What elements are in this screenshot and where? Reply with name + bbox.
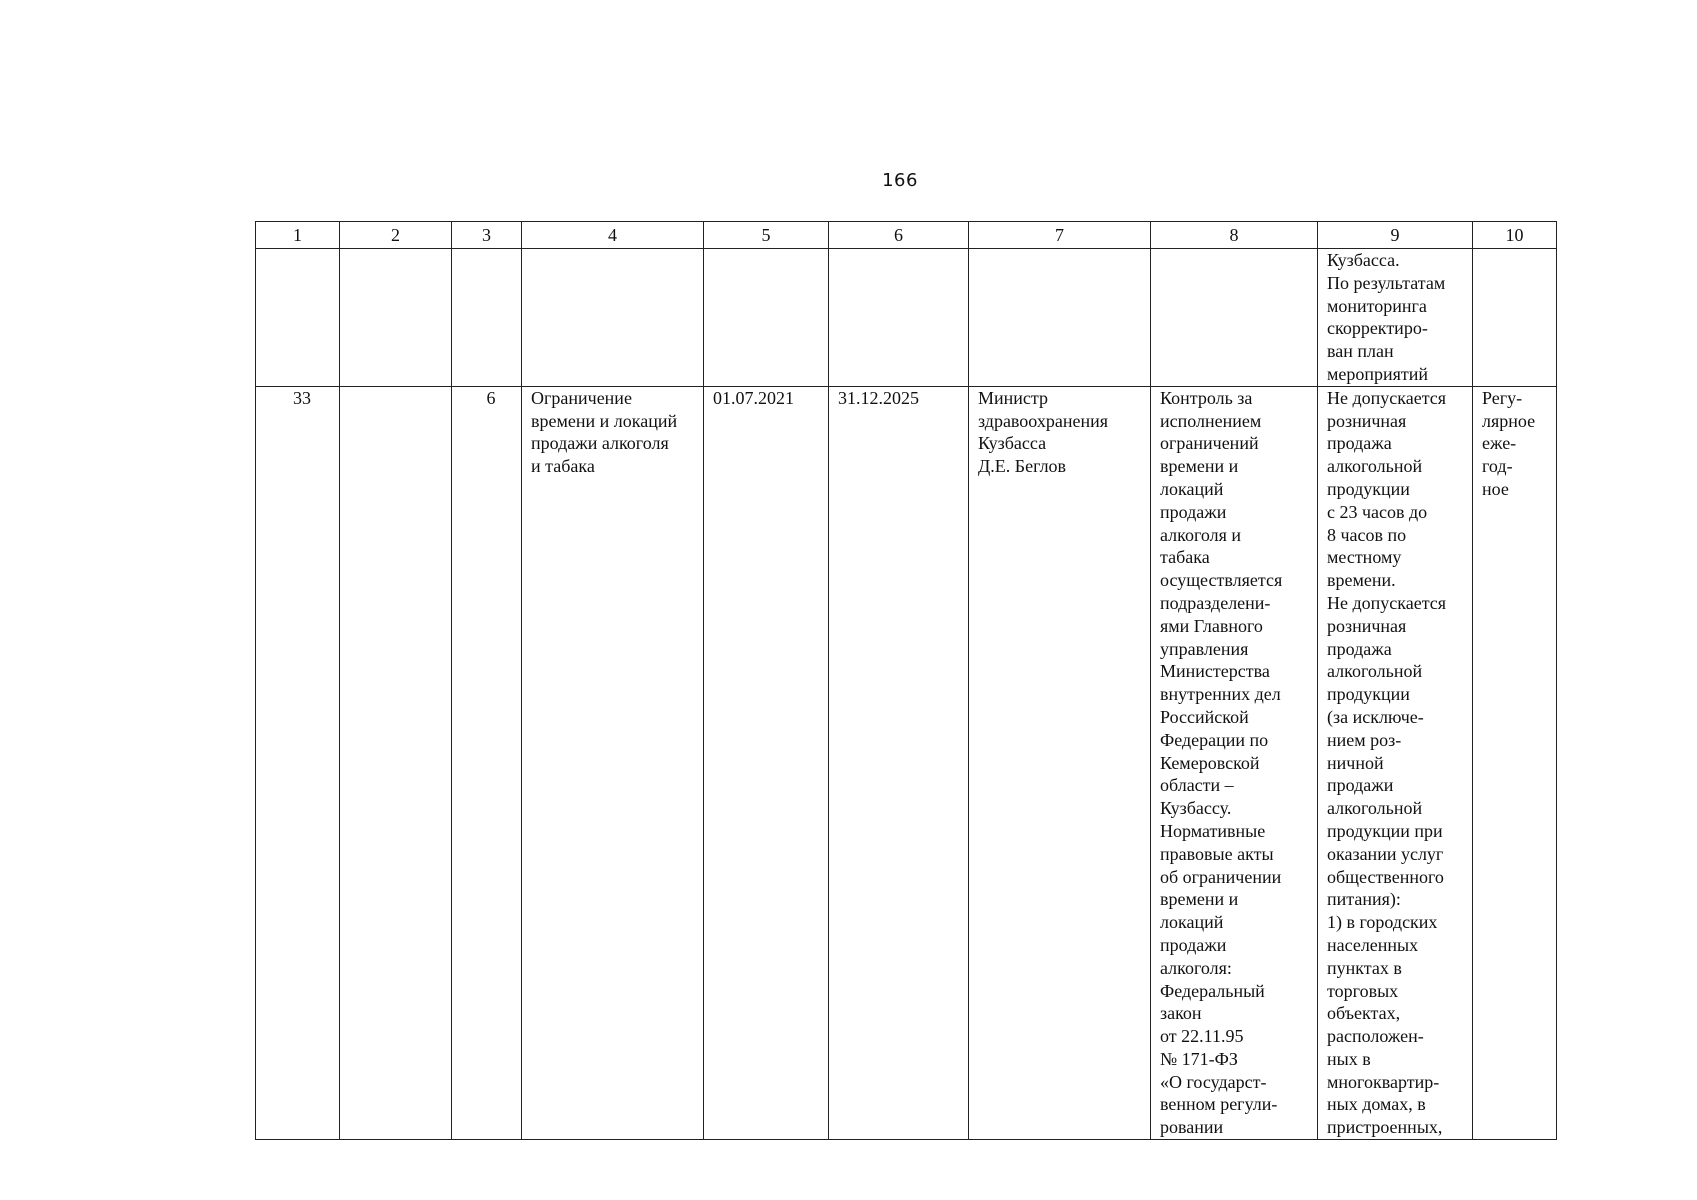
measures-table [255,221,1557,1140]
cell-frequency: Регу- лярное еже- год- ное [1473,386,1557,1139]
cell-end-date: 31.12.2025 [829,386,969,1139]
cell-measure: Ограничение времени и локаций продажи алкоголя и табака [522,386,704,1139]
column-header-8: 8 [1151,222,1318,249]
cell-start-date [704,249,829,387]
cell-description: Контроль за исполнением ограничений времени и локаций продажи алкоголя и табака осуществляется подразделени- ями Главного управления Министерства внутренних дел Российской Федерации по Кемеровской области – Кузбассу. Нормативные правовые акты об ограничении времени и локаций продажи алкоголя: Федеральный закон от 22.11.95 № 171-ФЗ «О государст- венном регули- ровании [1151,386,1318,1139]
column-header-3: 3 [452,222,522,249]
cell-responsible: Министр здравоохранения Кузбасса Д.Е. Беглов [969,386,1151,1139]
cell-col3 [452,249,522,387]
cell-number: 33 [256,386,340,1139]
cell-responsible [969,249,1151,387]
cell-col3: 6 [452,386,522,1139]
cell-description [1151,249,1318,387]
cell-end-date [829,249,969,387]
cell-measure [522,249,704,387]
cell-frequency [1473,249,1557,387]
column-header-1: 1 [256,222,340,249]
cell-start-date: 01.07.2021 [704,386,829,1139]
column-header-4: 4 [522,222,704,249]
table-row-continuation [256,249,1557,387]
cell-result: Не допускается розничная продажа алкогольной продукции с 23 часов до 8 часов по местному времени. Не допускается розничная продажа алкогольной продукции (за исключе- нием роз- ничной продажи алкогольной продукции при оказании услуг общественного питания): 1) в городских населенных пунктах в торговых объектах, расположен- ных в многоквартир- ных домах, в пристроенных, [1318,386,1473,1139]
cell-result: Кузбасса. По результатам мониторинга скорректиро- ван план мероприятий [1318,249,1473,387]
column-header-5: 5 [704,222,829,249]
column-header-9: 9 [1318,222,1473,249]
cell-col2 [340,249,452,387]
cell-number [256,249,340,387]
page-number: 166 [882,170,918,191]
table-row-33 [256,386,1557,1139]
column-header-6: 6 [829,222,969,249]
header-row [256,222,1557,249]
column-header-7: 7 [969,222,1151,249]
column-header-2: 2 [340,222,452,249]
cell-col2 [340,386,452,1139]
column-header-10: 10 [1473,222,1557,249]
